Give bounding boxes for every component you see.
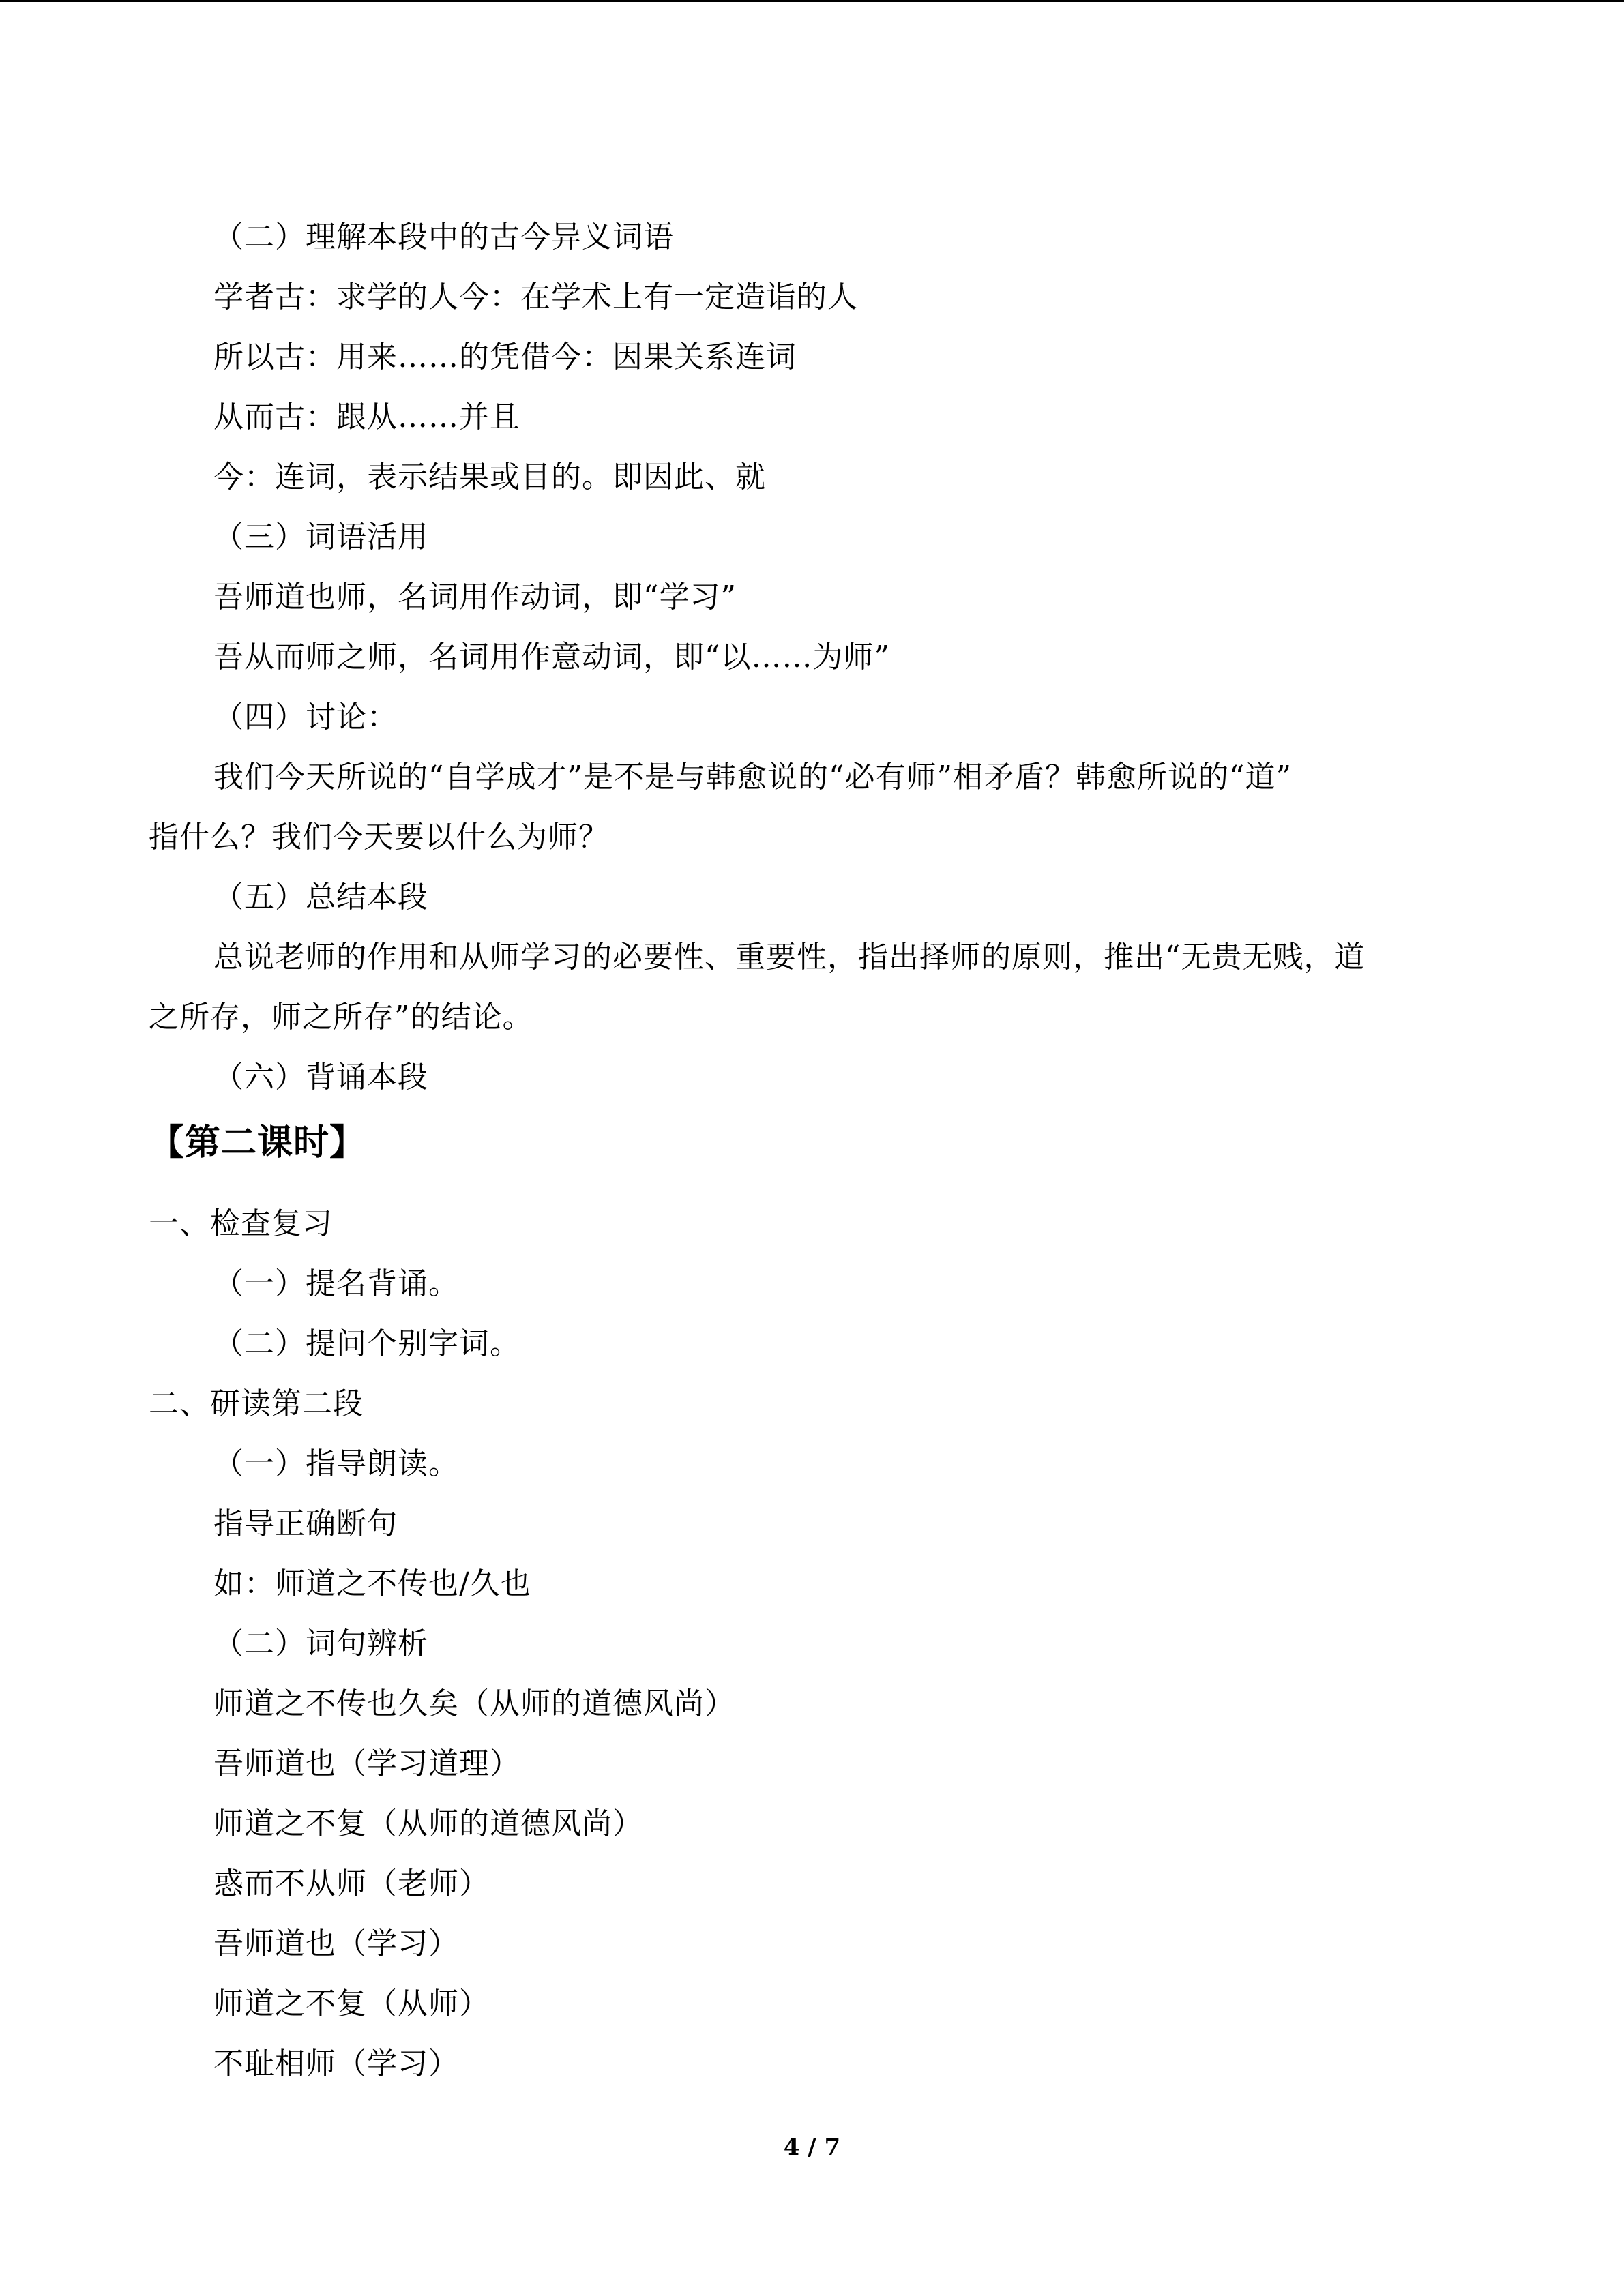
- list-item: （一）指导朗读。: [213, 1446, 459, 1481]
- list-item: 指导正确断句: [213, 1506, 398, 1541]
- list-item: 惑而不从师（老师）: [213, 1866, 490, 1901]
- list-item: （一）提名背诵。: [213, 1266, 459, 1301]
- text-line: 今：连词，表示结果或目的。即因此、就: [213, 460, 766, 494]
- page-number: 4 / 7: [783, 2134, 841, 2161]
- text-line: 所以古：用来……的凭借今：因果关系连词: [213, 340, 797, 374]
- list-item: 师道之不复（从师）: [213, 1986, 490, 2021]
- section2-title: 二、研读第二段: [149, 1386, 364, 1421]
- list-item: （二）词句辨析: [213, 1626, 428, 1661]
- list-item: （二）提问个别字词。: [213, 1326, 520, 1361]
- text-line: 吾从而师之师，名词用作意动词，即“以……为师”: [213, 640, 890, 674]
- section1-title: 一、检查复习: [149, 1206, 333, 1241]
- discussion-paragraph-line2: 指什么？我们今天要以什么为师？: [149, 820, 609, 854]
- summary-paragraph-line1: 总说老师的作用和从师学习的必要性、重要性，指出择师的原则，推出“无贵无贱，道: [213, 940, 1365, 974]
- list-item: 师道之不复（从师的道德风尚）: [213, 1806, 643, 1841]
- discussion-paragraph-line1: 我们今天所说的“自学成才”是不是与韩愈说的“必有师”相矛盾？韩愈所说的“道”: [213, 760, 1292, 794]
- list-item: 吾师道也（学习）: [213, 1926, 459, 1961]
- lesson2-heading: 【第二课时】: [149, 1122, 366, 1163]
- subheading-ancient-modern-words: （二）理解本段中的古今异义词语: [213, 220, 674, 254]
- list-item: 吾师道也（学习道理）: [213, 1746, 520, 1781]
- text-line: 吾师道也师，名词用作动词，即“学习”: [213, 580, 737, 614]
- text-line: 从而古：跟从……并且: [213, 400, 520, 434]
- subheading-recite: （六）背诵本段: [213, 1060, 428, 1094]
- text-line: 学者古：求学的人今：在学术上有一定造诣的人: [213, 280, 858, 314]
- subheading-summary: （五）总结本段: [213, 880, 428, 914]
- subheading-discussion: （四）讨论：: [213, 700, 398, 734]
- subheading-word-usage: （三）词语活用: [213, 520, 428, 554]
- summary-paragraph-line2: 之所存，师之所存”的结论。: [149, 1000, 533, 1034]
- list-item: 如：师道之不传也/久也: [213, 1566, 531, 1601]
- list-item: 师道之不传也久矣（从师的道德风尚）: [213, 1686, 735, 1721]
- list-item: 不耻相师（学习）: [213, 2046, 459, 2081]
